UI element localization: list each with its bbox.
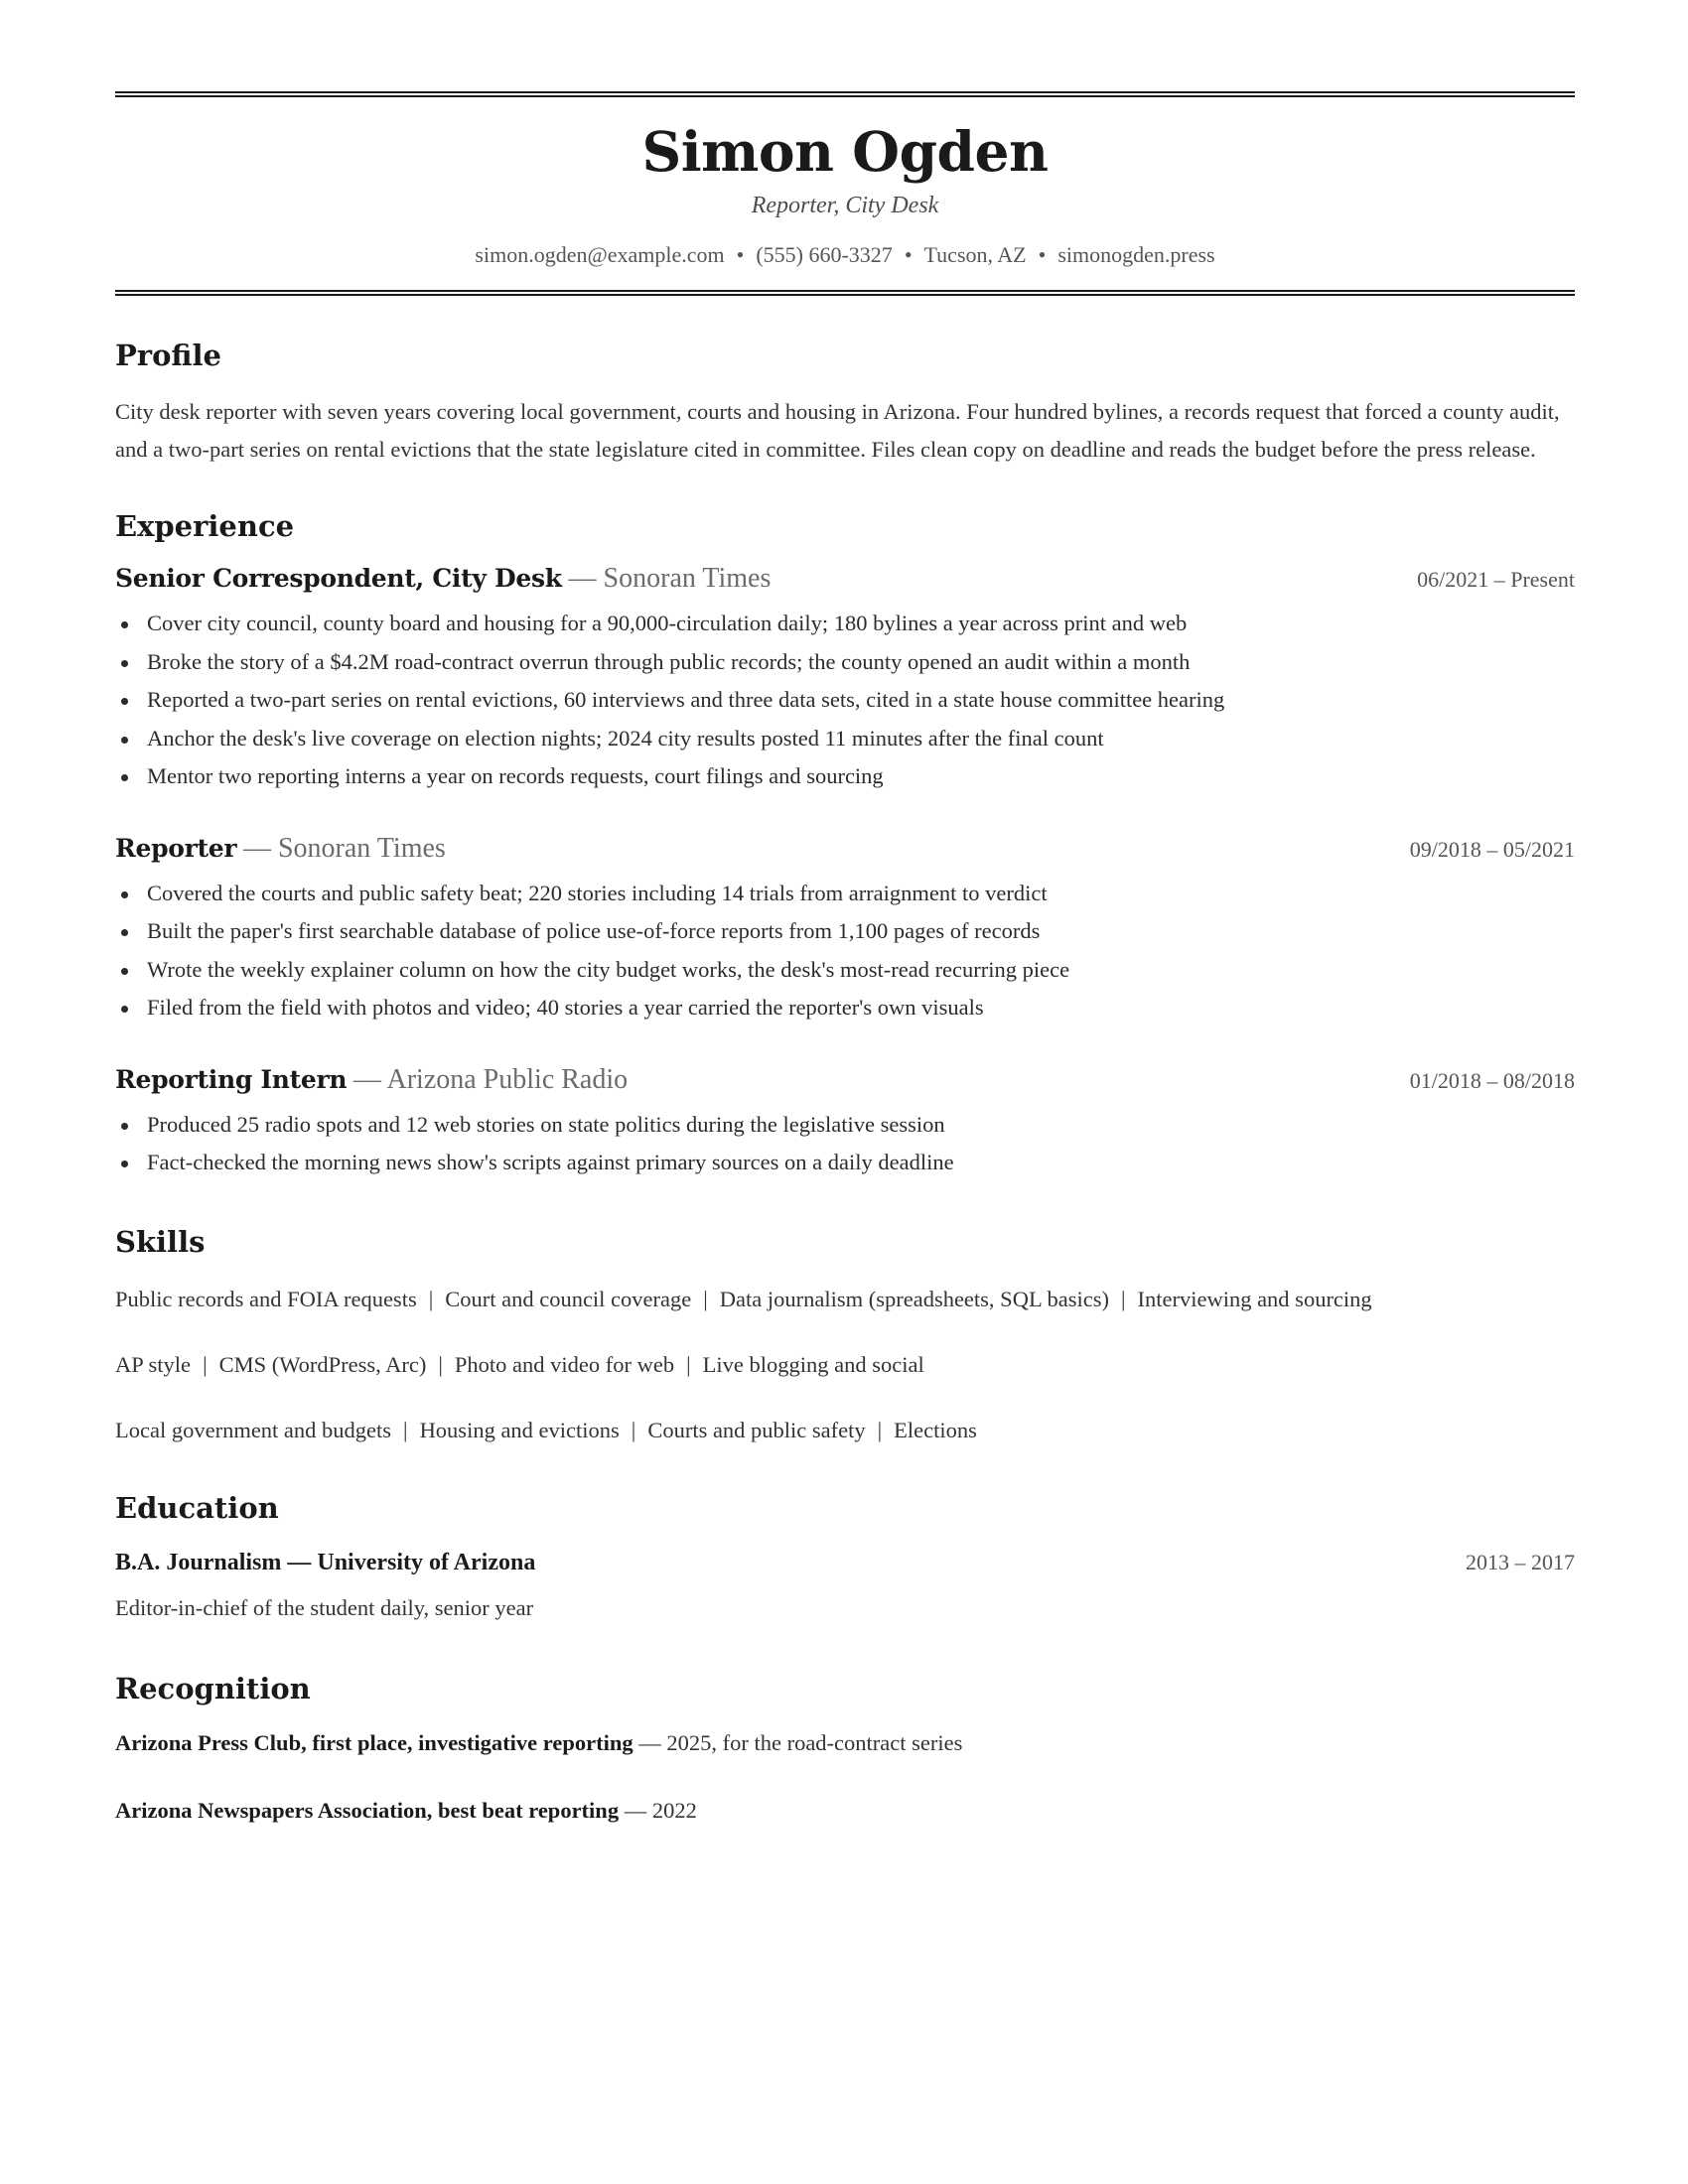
- bottom-double-rule: [115, 290, 1575, 296]
- job-role: Reporter: [115, 833, 237, 863]
- skill-separator: |: [631, 1417, 636, 1442]
- job-entry: [115, 560, 1575, 796]
- job-bullet: Wrote the weekly explainer column on how the city budget works, the desk's most-read recurring piece: [115, 951, 1575, 990]
- education-dates: 2013 – 2017: [1466, 1549, 1575, 1574]
- award-name: Arizona Press Club, first place, investigative reporting: [115, 1729, 633, 1755]
- job-header: [115, 830, 1575, 867]
- job-dates: 09/2018 – 05/2021: [1409, 836, 1575, 862]
- skill-item: Local government and budgets: [115, 1417, 392, 1442]
- contact-separator: •: [1038, 242, 1047, 267]
- job-bullets: [115, 605, 1575, 796]
- award-item: [115, 1794, 1575, 1828]
- skill-item: CMS (WordPress, Arc): [218, 1351, 427, 1377]
- education-degree: B.A. Journalism — University of Arizona: [115, 1549, 536, 1575]
- profile-heading: Profile: [115, 339, 221, 372]
- job-bullet: Anchor the desk's live coverage on election nights; 2024 city results posted 11 minutes after the final count: [115, 720, 1575, 758]
- skill-item: Live blogging and social: [702, 1351, 924, 1377]
- top-double-rule: [115, 91, 1575, 97]
- contact-website: simonogden.press: [1057, 242, 1215, 267]
- job-organization: — Arizona Public Radio: [353, 1063, 629, 1095]
- job-bullet: Covered the courts and public safety beat; 220 stories including 14 trials from arraignment to verdict: [115, 875, 1575, 913]
- skill-item: Public records and FOIA requests: [115, 1286, 417, 1311]
- job-role: Reporting Intern: [115, 1064, 348, 1094]
- job-bullet: Reported a two-part series on rental evictions, 60 interviews and three data sets, cited in a state house committee hearing: [115, 681, 1575, 720]
- job-entry: [115, 830, 1575, 1027]
- skill-item: Photo and video for web: [454, 1351, 675, 1377]
- job-bullet: Built the paper's first searchable database of police use-of-force reports from 1,100 pages of records: [115, 912, 1575, 951]
- candidate-title: Reporter, City Desk: [751, 193, 939, 218]
- award-name: Arizona Newspapers Association, best beat reporting: [115, 1797, 620, 1823]
- job-bullet: Produced 25 radio spots and 12 web stories on state politics during the legislative session: [115, 1106, 1575, 1145]
- job-bullets: [115, 1106, 1575, 1182]
- skills-heading: Skills: [115, 1224, 206, 1259]
- job-role: Senior Correspondent, City Desk: [115, 564, 562, 593]
- skills-line: [115, 1415, 1575, 1446]
- job-dates: 06/2021 – Present: [1417, 567, 1575, 592]
- skill-separator: |: [203, 1351, 208, 1377]
- skill-item: Elections: [894, 1417, 977, 1442]
- skills-list: [115, 1284, 1575, 1446]
- job-header: [115, 560, 1575, 597]
- education-heading: Education: [115, 1490, 279, 1525]
- skill-separator: |: [428, 1286, 434, 1311]
- recognition-heading: Recognition: [115, 1671, 311, 1706]
- job-bullet: Fact-checked the morning news show's scripts against primary sources on a daily deadline: [115, 1144, 1575, 1182]
- skill-separator: |: [438, 1351, 443, 1377]
- skill-item: Court and council coverage: [445, 1286, 692, 1311]
- award-item: [115, 1726, 1575, 1760]
- contact-line: [115, 240, 1575, 270]
- candidate-name: Simon Ogden: [641, 119, 1049, 184]
- contact-separator: •: [736, 242, 745, 267]
- skill-item: Housing and evictions: [419, 1417, 620, 1442]
- profile-summary: City desk reporter with seven years covering local government, courts and housing in Arizona. Four hundred bylines, a records request that forced a county audit, and a two-part series on rental evictions that the state legislature cited in committee. Files clean copy on deadline and reads the budget before the press release.: [115, 399, 1560, 462]
- skill-separator: |: [703, 1286, 708, 1311]
- job-bullets: [115, 875, 1575, 1027]
- job-dates: 01/2018 – 08/2018: [1409, 1067, 1575, 1093]
- education-note: Editor-in-chief of the student daily, senior year: [115, 1594, 534, 1620]
- skills-line: [115, 1284, 1575, 1315]
- skills-line: [115, 1349, 1575, 1381]
- resume-header: [115, 117, 1575, 270]
- contact-location: Tucson, AZ: [923, 242, 1027, 267]
- skill-item: Courts and public safety: [647, 1417, 866, 1442]
- skill-item: Interviewing and sourcing: [1137, 1286, 1372, 1311]
- experience-heading: Experience: [115, 509, 295, 543]
- job-organization: — Sonoran Times: [242, 832, 446, 864]
- job-entry: [115, 1061, 1575, 1182]
- skill-separator: |: [686, 1351, 691, 1377]
- job-bullet: Mentor two reporting interns a year on records requests, court filings and sourcing: [115, 757, 1575, 796]
- awards-list: [115, 1726, 1575, 1828]
- job-bullet: Filed from the field with photos and video; 40 stories a year carried the reporter's own visuals: [115, 989, 1575, 1027]
- job-bullet: Cover city council, county board and housing for a 90,000-circulation daily; 180 bylines a year across print and web: [115, 605, 1575, 643]
- skill-separator: |: [1120, 1286, 1126, 1311]
- skill-separator: |: [877, 1417, 883, 1442]
- award-detail: — 2025, for the road-contract series: [633, 1729, 963, 1755]
- skill-item: AP style: [115, 1351, 192, 1377]
- job-header: [115, 1061, 1575, 1098]
- education-entry: [115, 1546, 1575, 1579]
- award-detail: — 2022: [619, 1797, 697, 1823]
- resume-page: [115, 91, 1575, 1828]
- skill-item: Data journalism (spreadsheets, SQL basics): [719, 1286, 1109, 1311]
- contact-email: simon.ogden@example.com: [475, 242, 725, 267]
- contact-phone: (555) 660-3327: [756, 242, 893, 267]
- contact-separator: •: [904, 242, 913, 267]
- skill-separator: |: [403, 1417, 408, 1442]
- job-organization: — Sonoran Times: [568, 563, 772, 594]
- job-bullet: Broke the story of a $4.2M road-contract overrun through public records; the county opened an audit within a month: [115, 643, 1575, 682]
